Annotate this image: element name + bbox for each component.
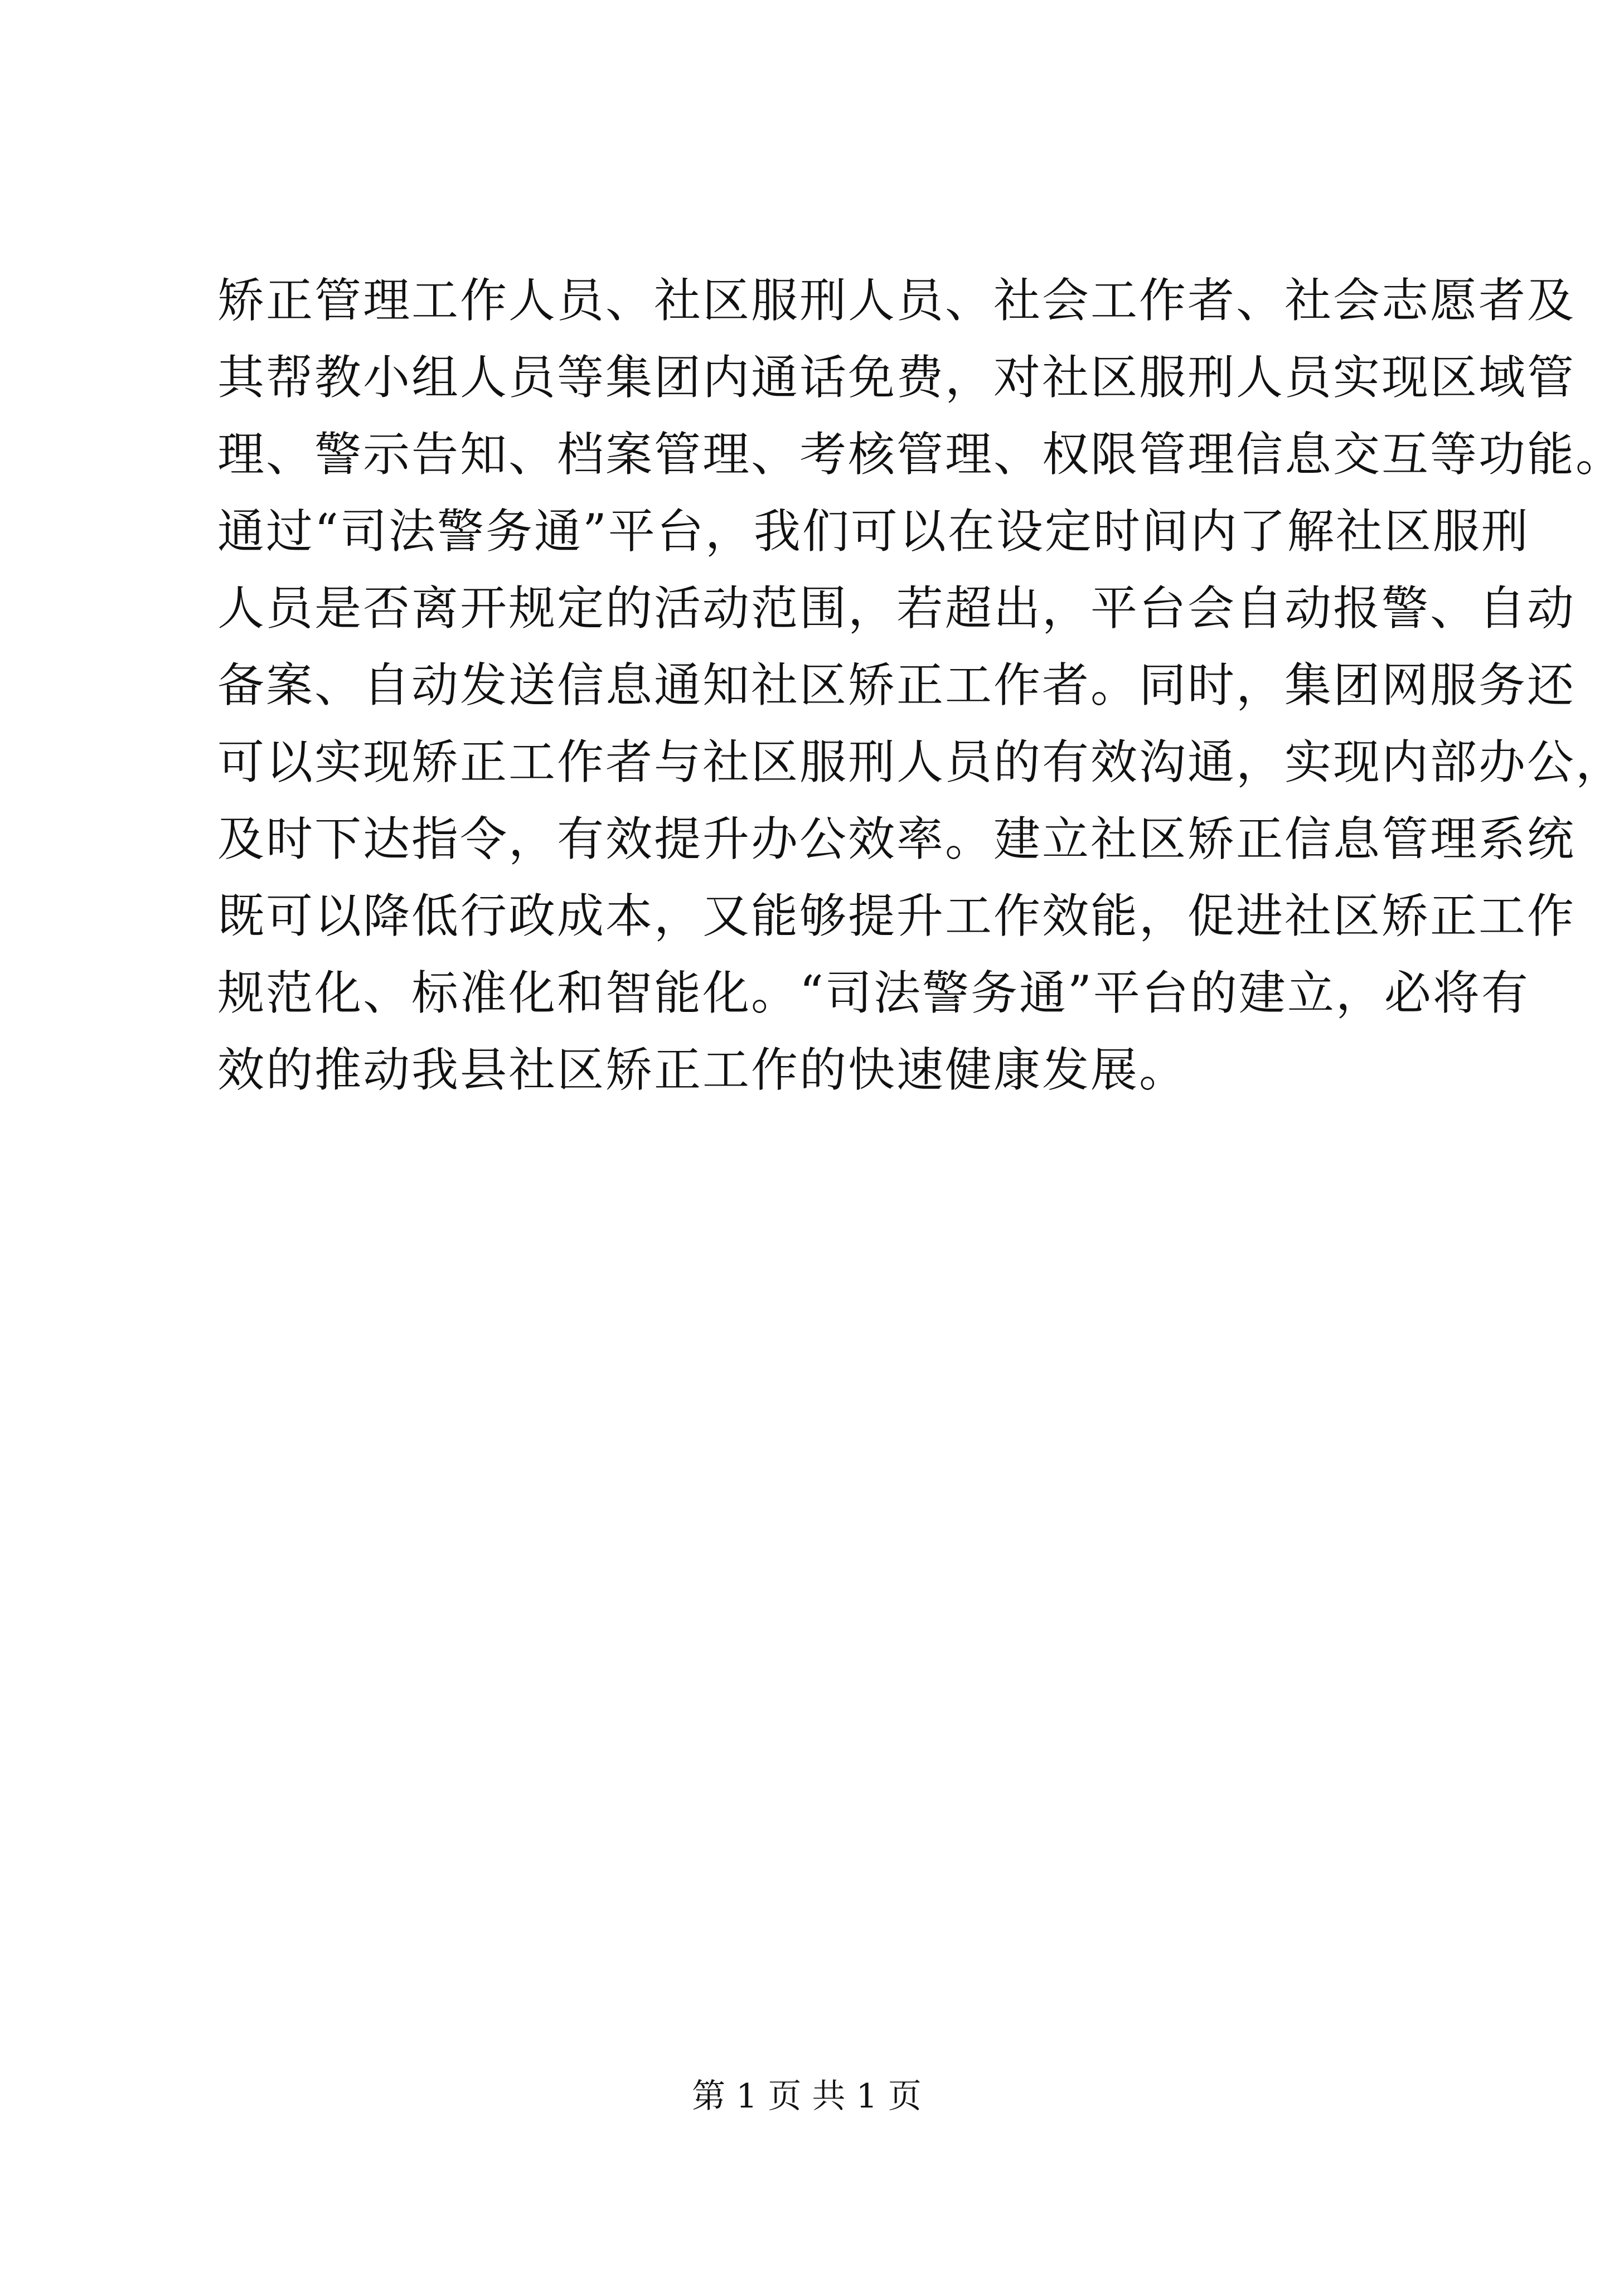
text-line: 规范化、标准化和智能化。“司法警务通”平台的建立，必将有: [217, 966, 1530, 1020]
text-line: 其帮教小组人员等集团内通话免费，对社区服刑人员实现区域管: [217, 350, 1576, 405]
text-line: 备案、自动发送信息通知社区矫正工作者。同时，集团网服务还: [217, 658, 1576, 713]
text-line: 可以实现矫正工作者与社区服刑人员的有效沟通，实现内部办公，: [217, 735, 1624, 789]
text-line: 效的推动我县社区矫正工作的快速健康发展。: [217, 1043, 1188, 1097]
text-line: 理、警示告知、档案管理、考核管理、权限管理信息交互等功能。: [217, 427, 1624, 482]
text-line: 通过“司法警务通”平台，我们可以在设定时间内了解社区服刑: [217, 504, 1530, 559]
text-line: 及时下达指令，有效提升办公效率。建立社区矫正信息管理系统: [217, 812, 1576, 866]
text-line: 人员是否离开规定的活动范围，若超出，平台会自动报警、自动: [217, 581, 1576, 636]
text-line: 矫正管理工作人员、社区服刑人员、社会工作者、社会志愿者及: [217, 273, 1576, 328]
body-paragraph: [217, 262, 1624, 1108]
page-footer: 第 1 页 共 1 页: [692, 2077, 922, 2116]
text-line: 既可以降低行政成本，又能够提升工作效能，促进社区矫正工作: [217, 889, 1576, 943]
